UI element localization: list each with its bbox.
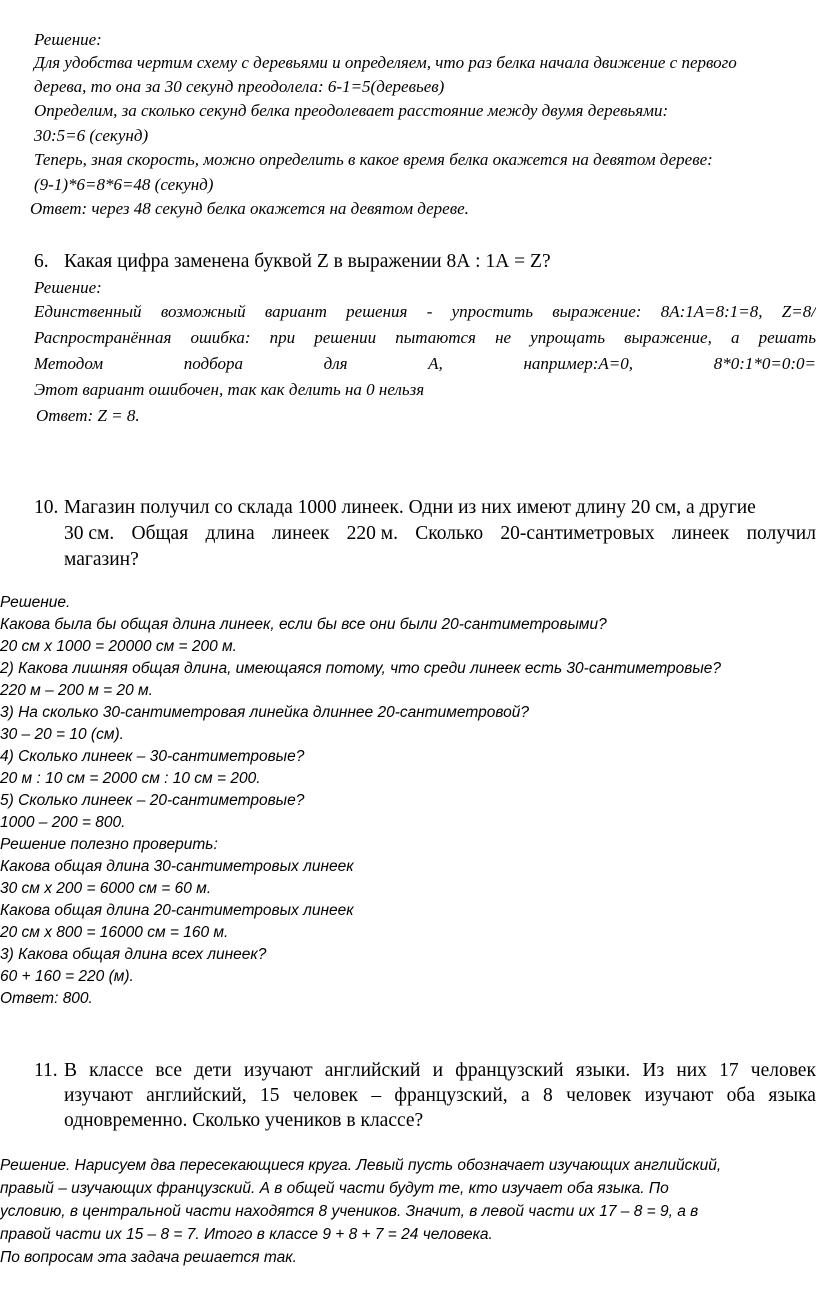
solution-line: 20 см х 1000 = 20000 см = 200 м. xyxy=(0,638,237,655)
question-text: Какая цифра заменена буквой Z в выражении 8А : 1А = Z? xyxy=(64,251,551,272)
solution-line: Теперь, зная скорость, можно определить в какое время белка окажется на девятом дереве: xyxy=(34,150,713,169)
solution-line: (9-1)*6=8*6=48 (секунд) xyxy=(34,175,214,194)
solution-line: дерева, то она за 30 секунд преодолела: 6-1=5(деревьев) xyxy=(34,77,445,96)
question-text: одновременно. Сколько учеников в классе? xyxy=(64,1110,424,1131)
solution-line: Какова общая длина 30-сантиметровых линеек xyxy=(0,858,354,875)
solution-line: правой части их 15 – 8 = 7. Итого в классе 9 + 8 + 7 = 24 человека. xyxy=(0,1226,493,1243)
solution-line: Определим, за сколько секунд белка преодолевает расстояние между двумя деревьями: xyxy=(34,101,669,120)
solution-label: Решение: xyxy=(34,30,102,49)
solution-line: 30 – 20 = 10 (см). xyxy=(0,726,124,743)
question-number: 6. xyxy=(34,251,49,272)
solution-line: Единственный возможный вариант решения - упростить выражение: 8А:1А=8:1=8, Z=8/ xyxy=(34,302,816,321)
solution-line: 2) Какова лишняя общая длина, имеющаяся потому, что среди линеек есть 30-сантиметровые? xyxy=(0,660,722,677)
solution-line: Этот вариант ошибочен, так как делить на 0 нельзя xyxy=(34,380,425,399)
solution-line: 3) Какова общая длина всех линеек? xyxy=(0,946,267,963)
solution-line: Распространённая ошибка: при решении пытаются не упрощать выражение, а решать xyxy=(34,328,816,347)
solution-line: 30 см х 200 = 6000 см = 60 м. xyxy=(0,880,212,897)
solution-line: 1000 – 200 = 800. xyxy=(0,814,126,831)
question-text: изучают английский, 15 человек – французский, а 8 человек изучают оба языка xyxy=(64,1085,816,1106)
solution-line: условию, в центральной части находятся 8 учеников. Значит, в левой части их 17 – 8 = 9, а в xyxy=(0,1203,699,1220)
solution-line: Для удобства чертим схему с деревьями и определяем, что раз белка начала движение с первого xyxy=(34,53,737,72)
solution-line: 60 + 160 = 220 (м). xyxy=(0,968,134,985)
solution-line: 220 м – 200 м = 20 м. xyxy=(0,682,153,699)
question-text: Магазин получил со склада 1000 линеек. Одни из них имеют длину 20 см, а другие xyxy=(64,497,756,518)
solution-line: Какова была бы общая длина линеек, если бы все они были 20-сантиметровыми? xyxy=(0,616,607,633)
question-text: магазин? xyxy=(64,549,139,570)
solution-line: Какова общая длина 20-сантиметровых линеек xyxy=(0,902,354,919)
question-text: 30 см. Общая длина линеек 220 м. Сколько 20-сантиметровых линеек получил xyxy=(64,523,816,544)
solution-line: 20 см х 800 = 16000 см = 160 м. xyxy=(0,924,229,941)
answer-line: Ответ: 800. xyxy=(0,990,93,1007)
solution-label: Решение. xyxy=(0,594,71,611)
solution-line: 4) Сколько линеек – 30-сантиметровые? xyxy=(0,748,305,765)
solution-line: Решение. Нарисуем два пересекающиеся круга. Левый пусть обозначает изучающих английский, xyxy=(0,1157,722,1174)
solution-line: Решение полезно проверить: xyxy=(0,836,218,853)
solution-line: правый – изучающих французский. А в общей части будут те, кто изучает оба языка. По xyxy=(0,1180,669,1197)
answer-line: Ответ: Z = 8. xyxy=(36,406,140,425)
question-text: В классе все дети изучают английский и французский языки. Из них 17 человек xyxy=(64,1060,816,1081)
solution-label: Решение: xyxy=(34,278,102,297)
solution-line: 30:5=6 (секунд) xyxy=(34,126,149,145)
solution-line: 5) Сколько линеек – 20-сантиметровые? xyxy=(0,792,305,809)
question-number: 10. xyxy=(34,497,59,518)
solution-line: По вопросам эта задача решается так. xyxy=(0,1249,297,1266)
solution-line: 3) На сколько 30-сантиметровая линейка длиннее 20-сантиметровой? xyxy=(0,704,529,721)
question-number: 11. xyxy=(34,1060,58,1081)
answer-line: Ответ: через 48 секунд белка окажется на девятом дереве. xyxy=(30,199,469,218)
solution-line: 20 м : 10 см = 2000 см : 10 см = 200. xyxy=(0,770,261,787)
solution-line: Методом подбора для А, например:А=0, 8*0:1*0=0:0= xyxy=(34,354,816,373)
